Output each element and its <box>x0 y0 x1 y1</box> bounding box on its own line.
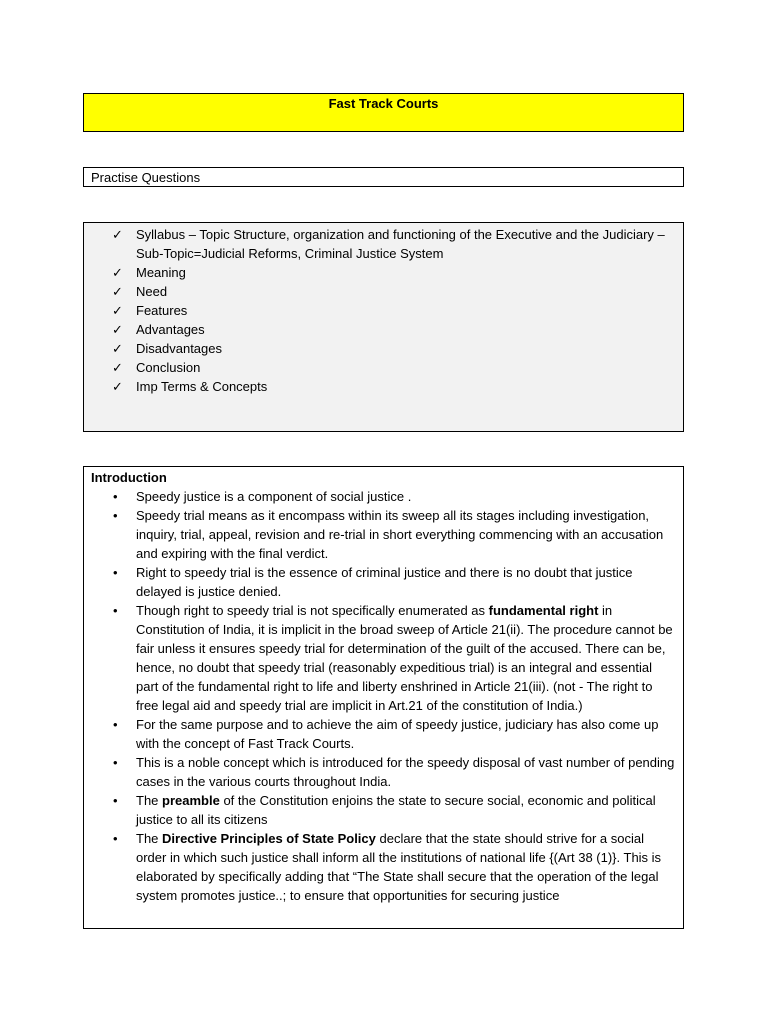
bullet-item <box>91 753 676 791</box>
bullet-item <box>91 715 676 753</box>
bold-term: fundamental right <box>488 603 599 618</box>
checkmark-icon: ✓ <box>112 341 123 356</box>
text-run: of the Constitution enjoins the state to secure social, economic and political justice to all its citizens <box>136 793 656 827</box>
checkmark-icon: ✓ <box>112 360 123 375</box>
bullet-text <box>136 791 676 829</box>
checkmark-icon: ✓ <box>112 303 123 318</box>
text-run: The <box>136 793 163 808</box>
text-run: The <box>136 831 163 846</box>
practise-questions-label: Practise Questions <box>91 170 201 185</box>
introduction-bullets <box>91 487 676 905</box>
text-run: Though right to speedy trial is not specifically enumerated as <box>136 603 489 618</box>
bullet-icon: • <box>113 831 118 846</box>
bullet-icon: • <box>113 489 118 504</box>
bullet-text <box>136 487 676 506</box>
bullet-icon: • <box>113 793 118 808</box>
bullet-item <box>91 487 676 506</box>
bullet-item <box>91 563 676 601</box>
checklist-item-text: Imp Terms & Concepts <box>136 379 268 394</box>
text-run: declare that the state should strive for a social order in which such justice shall inform all the institutions of national life {(Art 38 (1)}. This is elaborated by specifically adding that “The State shall secure that the operation of the legal system promotes justice..; to ensure that opportunities for securing justice <box>136 831 662 903</box>
checklist-item-text: Disadvantages <box>136 341 222 356</box>
checkmark-icon: ✓ <box>112 379 123 394</box>
text-run: Right to speedy trial is the essence of criminal justice and there is no doubt that justice delayed is justice denied. <box>136 565 633 599</box>
bullet-icon: • <box>113 755 118 770</box>
checklist-item <box>112 301 683 320</box>
checkmark-icon: ✓ <box>112 265 123 280</box>
topics-checklist-box <box>83 222 684 432</box>
page-title: Fast Track Courts <box>328 96 439 111</box>
introduction-heading: Introduction <box>91 470 167 485</box>
checklist-item-text: Advantages <box>136 322 205 337</box>
bullet-text <box>136 563 676 601</box>
topics-checklist <box>84 225 683 396</box>
bullet-item <box>91 601 676 715</box>
bold-term: preamble <box>162 793 220 808</box>
bullet-text <box>136 753 676 791</box>
bullet-icon: • <box>113 508 118 523</box>
checkmark-icon: ✓ <box>112 322 123 337</box>
text-run: For the same purpose and to achieve the aim of speedy justice, judiciary has also come up with the concept of Fast Track Courts. <box>136 717 659 751</box>
bullet-text <box>136 601 676 715</box>
checklist-item <box>112 339 683 358</box>
text-run: in Constitution of India, it is implicit in the broad sweep of Article 21(ii). The procedure cannot be fair unless it ensures speedy trial for determination of the guilt of the accused. There can be, hence, no doubt that speedy trial (reasonably expeditious trial) is an integral and essential part of the fundamental right to life and liberty enshrined in Article 21(iii). (not - The right to free legal aid and speedy trial are implicit in Art.21 of the constitution of India.) <box>136 603 673 713</box>
text-run: Speedy trial means as it encompass within its sweep all its stages including investigation, inquiry, trial, appeal, revision and re-trial in short everything commencing with an accusation and expiring with the final verdict. <box>136 508 664 561</box>
checklist-item <box>112 282 683 301</box>
checklist-item <box>112 263 683 282</box>
practise-questions-box <box>83 167 684 187</box>
checklist-item-text: Meaning <box>136 265 186 280</box>
introduction-box <box>83 466 684 929</box>
checkmark-icon: ✓ <box>112 284 123 299</box>
bullet-item <box>91 829 676 905</box>
bold-term: Directive Principles of State Policy <box>162 831 376 846</box>
bullet-item <box>91 506 676 563</box>
bullet-icon: • <box>113 603 118 618</box>
bullet-icon: • <box>113 565 118 580</box>
checklist-item <box>112 358 683 377</box>
checklist-item-text: Need <box>136 284 168 299</box>
checklist-item <box>112 377 683 396</box>
checklist-item-text: Syllabus – Topic Structure, organization and functioning of the Executive and the Judiciary – Sub-Topic=Judicial Reforms, Criminal Justice System <box>136 227 665 261</box>
checklist-item-text: Features <box>136 303 188 318</box>
checklist-item <box>112 225 683 263</box>
title-box <box>83 93 684 132</box>
bullet-icon: • <box>113 717 118 732</box>
checklist-item-text: Conclusion <box>136 360 201 375</box>
bullet-text <box>136 506 676 563</box>
bullet-item <box>91 791 676 829</box>
checkmark-icon: ✓ <box>112 227 123 242</box>
bullet-text <box>136 715 676 753</box>
bullet-text <box>136 829 676 905</box>
text-run: This is a noble concept which is introduced for the speedy disposal of vast number of pending cases in the various courts throughout India. <box>136 755 675 789</box>
text-run: Speedy justice is a component of social justice . <box>136 489 412 504</box>
checklist-item <box>112 320 683 339</box>
